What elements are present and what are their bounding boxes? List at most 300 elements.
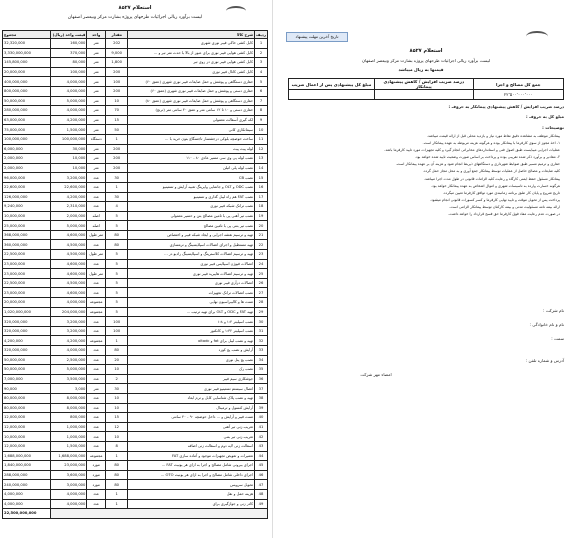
cell-row-number: 44 [255,451,268,461]
cell-unit: متر [87,106,106,116]
cell-row-number: 32 [255,336,268,346]
cell-total: 800,000,000 [3,86,51,96]
cell-total: 240,000,000 [3,480,51,490]
cell-unit: متر [87,154,106,164]
cell-description: هزینه حمل و نقل [128,489,255,499]
cell-quantity: 100 [105,77,128,87]
cell-unit-price: 100,000 [50,67,87,77]
cell-description: حفاری دستی و ۱۰ تا ۱۲ سانتی متر و عمق ۴۰ سانتی متر (ترنچ) [128,106,255,116]
cell-unit-price: 3,000,000 [50,480,87,490]
cell-total: 126,000,000 [3,192,51,202]
cell-unit: عدد [87,173,106,183]
cell-total: 50,000,000 [3,96,51,106]
cell-description: اتصالات فیوژن اسپلایس فیبر نوری [128,259,255,269]
col-header-unit: واحد [87,31,106,39]
cell-total: 20,000,000 [3,298,51,308]
cell-quantity: 5 [105,269,128,279]
cell-description: تست ها و کالیبراسیون نهایی [128,298,255,308]
cell-unit: عدد [87,499,106,509]
table-row [3,422,268,432]
cell-unit: متر [87,163,106,173]
cell-quantity: 15 [105,413,128,423]
cell-total: 50,000,000 [3,365,51,375]
cell-row-number: 19 [255,211,268,221]
cell-total: 23,000,000 [3,288,51,298]
cell-unit-price: 4,600,000 [50,269,87,279]
cell-row-number: 49 [255,499,268,509]
cell-total: 25,000,000 [3,221,51,231]
cell-description: تهیه و ترسیم اتصالات کلاسترینگ و اسپلایسینگ رادیو در ... [128,250,255,260]
cell-quantity: 20 [105,355,128,365]
cell-row-number: 47 [255,480,268,490]
table-row [3,355,268,365]
cell-description: تهیه و ترسیم اتصالات هایبرید فیبر نوری [128,269,255,279]
table-row [3,173,268,183]
cell-description: تعریب زنی تیر بتنی [128,432,255,442]
table-row [3,298,268,308]
cell-unit-price: 4,500,000 [50,240,87,250]
cell-quantity: 1 [105,182,128,192]
cell-row-number: 10 [255,125,268,135]
table-row [3,346,268,356]
cell-unit-price: 4,200,000 [50,115,87,125]
cell-row-number: 26 [255,278,268,288]
cell-unit-price: 3,000 [50,384,87,394]
cell-unit-price: 22,600,000 [50,182,87,192]
cell-description: نصب رک [128,365,255,375]
cell-quantity: 200 [105,163,128,173]
cell-total: 400,000,000 [3,77,51,87]
table-row [3,96,268,106]
note-paragraph: کلیه ضایعات و مصالح حاصل از عملیات توسط پیمانکار جمع آوری و به محل مجاز حمل گردد. [422,169,560,174]
cell-total: 145,800,000 [3,58,51,68]
cell-unit-price: 1,688,000,000 [50,451,87,461]
cell-unit: متر طول [87,250,106,260]
note-paragraph: در صورت عدم رعایت مفاد فوق کارفرما حق فسخ قرارداد را خواهد داشت. [448,212,560,217]
cell-row-number: 22 [255,240,268,250]
cell-row-number: 8 [255,106,268,116]
cell-row-number: 45 [255,461,268,471]
cell-unit-price: 2,310,000 [50,202,87,212]
cell-description: آرایش و نصب پچ کورد [128,346,255,356]
cell-quantity: 8 [105,441,128,451]
cell-unit: عدد [87,192,106,202]
table-row [3,144,268,154]
form-title: لیست برآورد ریالی اجرائیات طرحهای پروژه بشارت مرکز ونیعصر اصفهان [362,58,490,63]
cell-unit: عدد [87,288,106,298]
cell-quantity: 80 [105,461,128,471]
cell-quantity: 5 [105,211,128,221]
cell-description: لوله پیت پیت [128,144,255,154]
cell-quantity: 1 [105,451,128,461]
cell-unit: دستگاه [87,134,106,144]
cell-unit-price: 4,000,000 [50,77,87,87]
cell-row-number: 29 [255,307,268,317]
cell-description: اتصالات درآری فیبر نوری [128,278,255,288]
cell-description: تحویل سرویس [128,480,255,490]
cell-row-number: 5 [255,77,268,87]
cell-description: نصب اسپلیتر ۱:۳۲ و کانکتور [128,326,255,336]
cell-description: نصب اسپلیتر ۱:۴ و ۱:۸ [128,317,255,327]
cell-description: نصب تیر آهنی پی با تامین مصالح بتن و حسیر معمولی [128,211,255,221]
cell-quantity: 4 [105,202,128,212]
table-row [3,451,268,461]
cell-total: 90,000 [3,384,51,394]
cell-unit-price: 160,000 [50,39,87,49]
cell-row-number: 48 [255,489,268,499]
table-row [3,39,268,49]
note-paragraph: ۱- اخذ مجوز از سوی کارفرما با پیمانکار بوده و هرگونه هزینه مربوطه به عهده پیمانکار است. [422,141,560,146]
cell-unit: عدد [87,432,106,442]
cell-row-number: 12 [255,144,268,154]
cell-quantity: 10 [105,432,128,442]
cell-unit: متر [87,77,106,87]
cell-unit-price: 10,000 [50,154,87,164]
cell-total: 100,000,000 [3,134,51,144]
cell-unit: متر [87,115,106,125]
cell-unit: عدد [87,393,106,403]
cell-description: کابل کشی کانال فیبر نوری [128,67,255,77]
cell-total: 320,000,000 [3,326,51,336]
cell-unit-price: 370,000 [50,48,87,58]
col-header-row: ردیف [256,32,266,37]
cell-row-number: 11 [255,134,268,144]
cell-unit-price: 2,000,000 [50,211,87,221]
table-row [3,307,268,317]
cell-total: 4,000,000 [3,489,51,499]
cell-description: سیمانکاری کانی [128,125,255,135]
cell-quantity: 1 [105,489,128,499]
cell-total: 288,000,000 [3,470,51,480]
cell-row-number: 38 [255,393,268,403]
table-row [3,67,268,77]
cell-unit-price: 1,500,000 [50,441,87,451]
cell-unit-price: 2,500,000 [50,355,87,365]
table-row [3,384,268,394]
cell-row-number: 31 [255,326,268,336]
table-row [3,403,268,413]
note-paragraph: تاریخ شروع و پایان کار طبق برنامه زمانبندی مورد توافق کارفرما تعیین میگردد. [442,190,560,195]
cell-total: 1,840,000,000 [3,461,51,471]
cell-quantity: 10 [105,403,128,413]
cell-quantity: 1 [105,499,128,509]
cell-description: اتصال سیستم تستینیو فیبر نوری [128,384,255,394]
cell-total: 3,330,000,000 [3,48,51,58]
cell-quantity: 5 [105,259,128,269]
table-row [3,259,268,269]
summary-final-input[interactable] [289,90,375,100]
table-row [3,499,268,509]
cell-row-number: 43 [255,441,268,451]
estimate-table [2,30,268,519]
cell-unit: عدد [87,346,106,356]
cell-description: تعریب زنی تیر آهنی [128,422,255,432]
cell-unit-price: 3,200,000 [50,173,87,183]
address-label: آدرس و شماره تلفن : [525,358,564,363]
cell-description: آرایش کنسول و ترمینال [128,403,255,413]
table-row [3,115,268,125]
table-row [3,211,268,221]
note-paragraph: پیمانکار مسئول حفظ ایمنی کارگاه و رعایت کلیه الزامات قانونی در طول مدت اجرا میباشد. [423,176,560,181]
cell-total: 368,000,000 [3,230,51,240]
col-header-quantity: مقدار [105,31,128,39]
table-header-row [3,31,268,39]
cell-total: 12,000,000 [3,441,51,451]
cell-total: 1,020,000,000 [3,307,51,317]
summary-header-row [289,79,564,90]
cell-total: 280,000,000 [3,106,51,116]
cell-row-number: 23 [255,250,268,260]
cell-unit: متر [87,86,106,96]
cell-row-number: 33 [255,346,268,356]
cell-quantity: 5 [105,298,128,308]
cell-unit: عدد [87,240,106,250]
cell-row-number: 2 [255,48,268,58]
cell-description: اسفالت زنی لایه دوم و اسفالت زنی اضافه [128,441,255,451]
cell-unit: مورد [87,480,106,490]
cell-description: حفاری دستگاهی و پوشش و حمل ضایعات فیبر نوری شهری (عمق ۸۰) [128,96,255,106]
cell-total: 22,500,000 [3,278,51,288]
cell-quantity: 50 [105,125,128,135]
table-row [3,163,268,173]
cell-description: تهیه و نصب لیبل برای fat و oltodc [128,336,255,346]
cell-row-number: 27 [255,288,268,298]
cell-unit-price: 10,000 [50,163,87,173]
cell-description: اجرای داخلی شامل مصالح و اجرا به ازای هر یونیت OTO ... [128,470,255,480]
cell-quantity: 100 [105,317,128,327]
table-row [3,441,268,451]
cell-quantity: 10 [105,96,128,106]
cell-unit-price: 4,000,000 [50,346,87,356]
cell-unit-price: 4,200,000 [50,192,87,202]
reference-number-right: استعلام ۸۵۲۷ [409,48,443,54]
cell-description: تهیه مستطیل و اجرای اتصالات اسپلایسینگ و ترمسازی [128,240,255,250]
cell-total: 50,000,000 [3,355,51,365]
cell-unit: متر [87,39,106,49]
cell-unit: متر [87,125,106,135]
cell-row-number: 18 [255,202,268,212]
note-paragraph: عملیات اجرایی میبایست طبق اصول فنی و استانداردهای مخابراتی انجام گیرد و کلیه تجهیزات مورد تایید کارفرما باشد. [384,148,560,153]
cell-quantity: 5 [105,250,128,260]
cell-quantity: 100 [105,326,128,336]
cell-row-number: 17 [255,192,268,202]
cell-total: 22,500,000 [3,250,51,260]
cell-unit-price: 4,600,000 [50,230,87,240]
cell-unit: عدد [87,355,106,365]
cell-total: 96,000,000 [3,173,51,183]
cell-row-number: 21 [255,230,268,240]
cell-quantity: 80 [105,346,128,356]
cell-row-number: 28 [255,298,268,308]
summary-value-row [289,90,564,100]
table-body [3,39,268,509]
cell-unit-price: 800,000 [50,413,87,423]
stamp-label: امضاء مهر شرکت [360,372,392,377]
cell-unit-price: 5,000,000 [50,365,87,375]
position-label: سمت : [551,336,564,341]
watermark [346,160,506,179]
summary-header-final: مبلغ کل پیشنهادی پس از اعمال ضریب [289,79,375,90]
reference-number: استعلام ۸۵۲۷ [118,5,152,11]
cell-quantity: 30 [105,192,128,202]
cell-quantity: 200 [105,67,128,77]
cell-row-number: 1 [255,39,268,49]
cell-unit-price: 8,000,000 [50,403,87,413]
currency-note: قیمتها به ریال میباشد [398,67,444,72]
cell-quantity: 70 [105,106,128,116]
cell-description: جوشکاری سیم فیبر [128,374,255,384]
cell-quantity: 200 [105,86,128,96]
cell-total: 9,240,000 [3,202,51,212]
cell-unit-price: 4,500,000 [50,250,87,260]
cell-quantity: 5 [105,307,128,317]
cell-row-number: 6 [255,86,268,96]
col-header-unit-price: قیمت واحد (ریال) [50,31,87,39]
cell-unit: متر [87,96,106,106]
cell-row-number: 34 [255,355,268,365]
cell-description: نصب تیر بتنی پی با تامین مصالح [128,221,255,231]
cell-unit-price: 4,000,000 [50,489,87,499]
cell-unit: متر [87,144,106,154]
summary-table [288,78,564,100]
cell-total: 4,200,000 [3,336,51,346]
cell-unit: اصله [87,211,106,221]
cell-unit-price: 1,500,000 [50,125,87,135]
table-row [3,317,268,327]
table-row [3,278,268,288]
cell-total: 10,000,000 [3,211,51,221]
table-row [3,432,268,442]
table-row [3,250,268,260]
col-header-description: شرح کالا [128,31,255,39]
cell-description: تهیه و نصب پلاک شناسایی کابل و ترم ابعاد [128,393,255,403]
table-row [3,48,268,58]
cell-description: نصب لوله پی وی سی مسیر عادی ۸۰ - ۱۱۰ [128,154,255,164]
cell-unit-price: 30,000 [50,144,87,154]
cell-total: 22,600,000 [3,182,51,192]
cell-quantity: 30 [105,173,128,183]
table-row [3,480,268,490]
cell-description: نصب لوله پلی اتیلن [128,163,255,173]
cell-unit-price: 3,500,000 [50,374,87,384]
cell-quantity: 30 [105,384,128,394]
cell-unit-price: 3,600,000 [50,470,87,480]
cell-row-number: 9 [255,115,268,125]
cell-quantity: 80 [105,230,128,240]
table-row [3,326,268,336]
cell-description: تهیه و ترسیم نقشه اجرایی و ایجاد شبکه فیبر و اختصاص [128,230,255,240]
table-row [3,192,268,202]
cell-unit: عدد [87,259,106,269]
grand-total-row [3,509,268,519]
summary-header-coefficient: درصد ضریب افزایش / کاهش پیشنهادی پیمانکار [374,79,473,90]
cell-total: 80,000,000 [3,403,51,413]
offer-form-right [276,0,576,538]
table-row [3,413,268,423]
cell-unit-price: 4,000,000 [50,499,87,509]
cell-quantity: 200 [105,154,128,164]
cell-quantity: 12 [105,422,128,432]
cell-unit: مجموعه [87,451,106,461]
cell-unit: متر [87,384,106,394]
cell-unit: متر [87,58,106,68]
table-row [3,470,268,480]
cell-row-number: 39 [255,403,268,413]
cell-description: کابل کشی هوایی فیبر نوری برای عبور از بالا با حدت متر تیر و ... [128,48,255,58]
cell-row-number: 40 [255,413,268,423]
cell-unit-price: 4,000,000 [50,298,87,308]
table-row [3,393,268,403]
cell-description: حفاری دستگاهی و پوشش و حمل ضایعات فیبر نوری شهری (عمق ۶۰) [128,77,255,87]
cell-description: کابل کشی خاکی فیبر نوری شهری [128,39,255,49]
cell-row-number: 20 [255,221,268,231]
cell-description: کادر زنی و جوازگیری برای [128,499,255,509]
cell-description: نصب ترانک شبکه فیبر نوری [128,202,255,212]
cell-unit-price: 8,000,000 [50,393,87,403]
grand-total-spacer [50,509,267,519]
cell-unit-price: 4,000,000 [50,86,87,96]
cell-row-number: 3 [255,58,268,68]
cell-quantity: 2 [105,374,128,384]
cell-unit: عدد [87,202,106,212]
table-row [3,125,268,135]
cell-unit: عدد [87,489,106,499]
cell-quantity: 1 [105,134,128,144]
cell-description: تست فیبر و آرایش و ... داخل حوضچه ۹۰ - ۴۰ سانتی [128,413,255,423]
cell-unit: اصله [87,221,106,231]
cell-unit: عدد [87,403,106,413]
cell-total: 32,320,000 [3,39,51,49]
cell-unit-price: 80,000 [50,58,87,68]
table-row [3,240,268,250]
cell-quantity: 1,800 [105,58,128,68]
cell-total: 360,000,000 [3,240,51,250]
cell-unit-price: 4,200,000 [50,336,87,346]
signatory-label: نام و نام خانوادگی : [529,322,564,327]
cell-unit-price: 5,000,000 [50,221,87,231]
cell-row-number: 41 [255,422,268,432]
cell-quantity: 15 [105,115,128,125]
cell-quantity: 200 [105,144,128,154]
summary-coefficient-input[interactable] [374,90,473,100]
note-paragraph: پرداخت پس از تحویل موقت و تایید نهایی کارفرما و کسر کسورات قانونی انجام میشود. [429,197,560,202]
cell-total: 7,000,000 [3,374,51,384]
cell-description: نصب پچ پنل نوری [128,355,255,365]
note-paragraph: ارائه بیمه نامه مسئولیت مدنی و بیمه کارکنان توسط پیمانکار الزامی است. [449,204,560,209]
cell-unit-price: 4,000,000 [50,106,87,116]
cell-unit-price: 3,200,000 [50,326,87,336]
cell-quantity: 5 [105,278,128,288]
cell-quantity: 5 [105,288,128,298]
cell-quantity: 80 [105,240,128,250]
cell-row-number: 35 [255,365,268,375]
cell-total: 6,000,000 [3,144,51,154]
table-row [3,336,268,346]
summary-total-value: ۲۲٬۵۰۰٬۰۰۰٬۰۰۰ [473,90,563,100]
cell-row-number: 14 [255,163,268,173]
cell-row-number: 25 [255,269,268,279]
deadline-button[interactable]: تاریخ آخرین مهلت پیشنهاد [286,32,348,42]
cell-unit: مورد [87,470,106,480]
cell-quantity: 9,000 [105,48,128,58]
cell-row-number: 46 [255,470,268,480]
table-row [3,134,268,144]
cell-unit-price: 23,000,000 [50,461,87,471]
cell-unit-price: 204,000,000 [50,307,87,317]
cell-unit: متر طول [87,269,106,279]
company-logo-right [526,28,550,42]
cell-quantity: 1 [105,336,128,346]
